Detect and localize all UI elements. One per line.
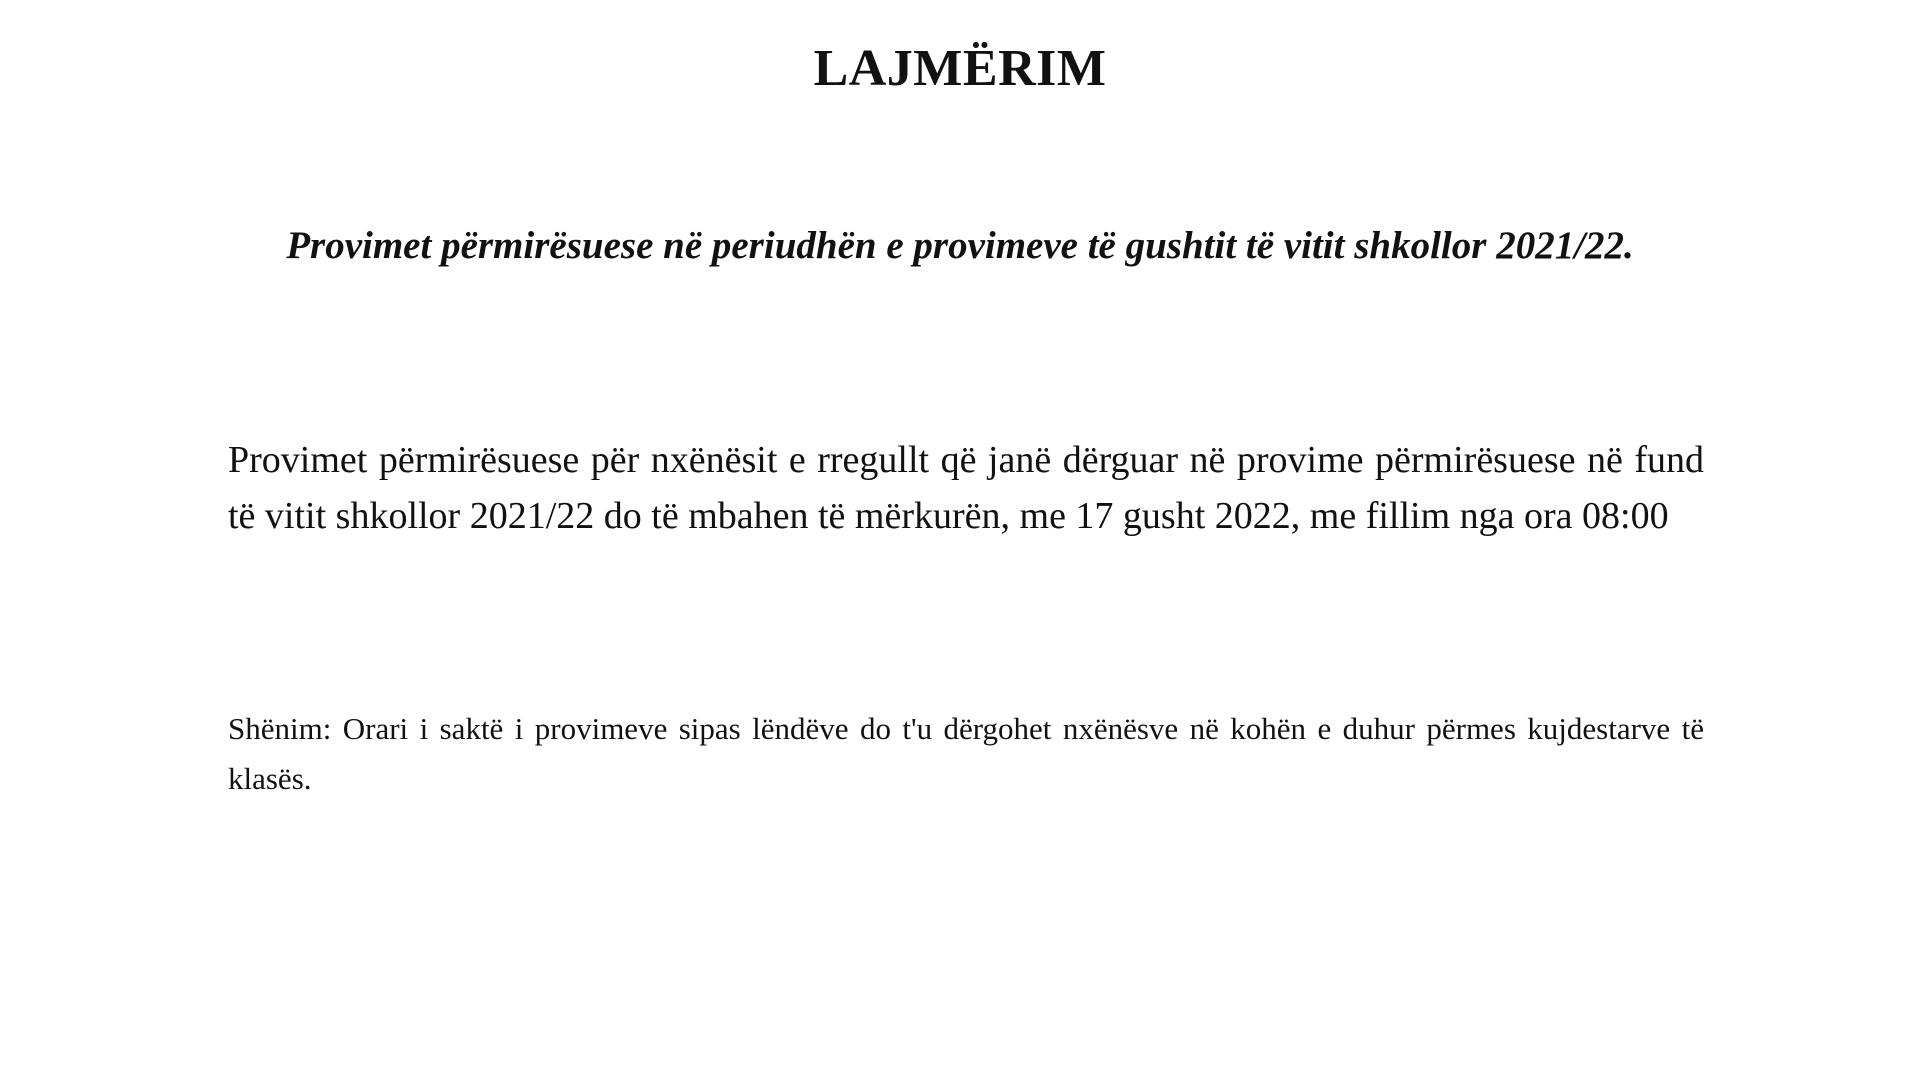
announcement-body: Provimet përmirësuese për nxënësit e rregullt që janë dërguar në provime përmirësuese në fund të vitit shkollor 2021/22 do të mbahen të mërkurën, me 17 gusht 2022, me fillim nga ora 08:00 bbox=[228, 439, 1704, 537]
announcement-note: Shënim: Orari i saktë i provimeve sipas lëndëve do t'u dërgohet nxënësve në kohën e duhur përmes kujdestarve të klasës. bbox=[228, 711, 1704, 796]
document-title: LAJMËRIM bbox=[813, 40, 1107, 97]
document-subtitle: Provimet përmirësuese në periudhën e provimeve të gushtit të vitit shkollor 2021/22. bbox=[286, 224, 1634, 267]
